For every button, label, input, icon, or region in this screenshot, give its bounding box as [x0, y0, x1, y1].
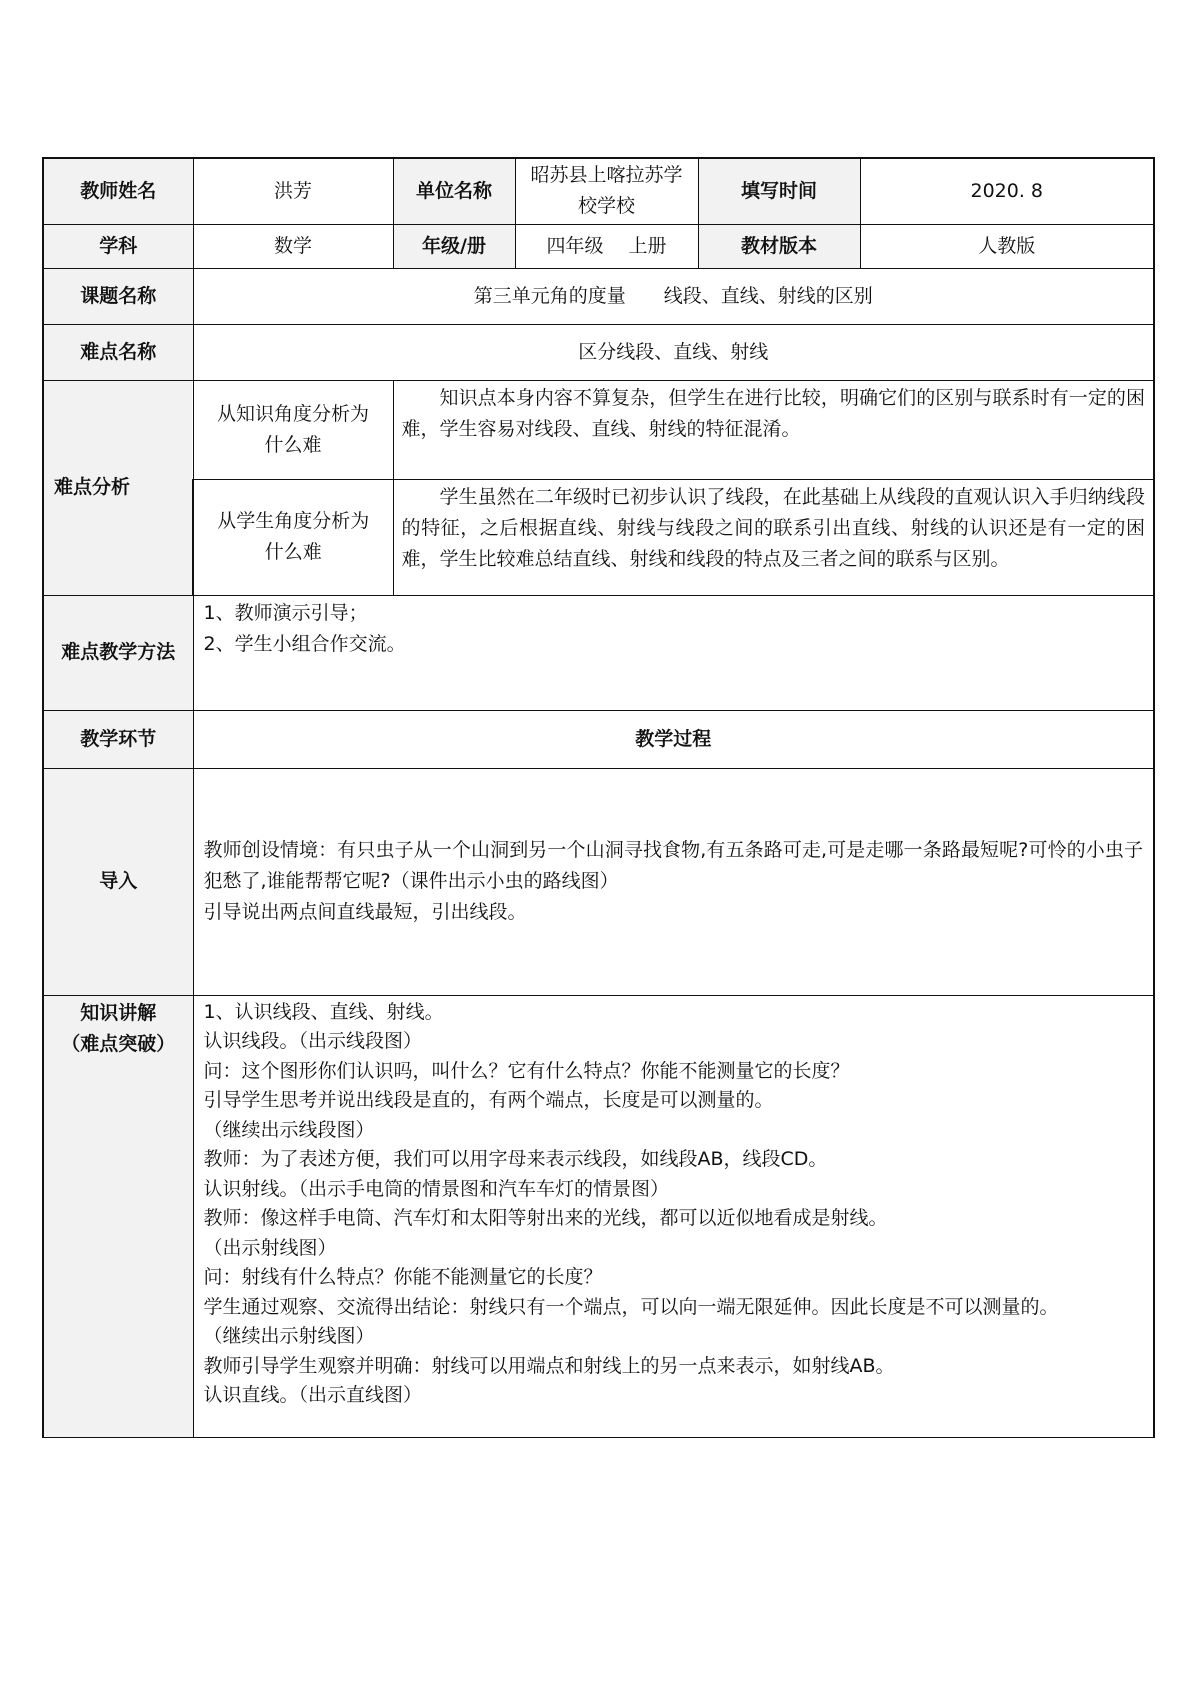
knowledge-line: 问：射线有什么特点？你能不能测量它的长度？ — [203, 1266, 603, 1288]
knowledge-line: 认识直线。（出示直线图） — [203, 1384, 423, 1406]
intro-row — [43, 768, 1154, 995]
knowledge-line: （出示射线图） — [203, 1236, 337, 1259]
method-text — [193, 595, 1154, 710]
topic-row — [43, 268, 1154, 324]
subject-label: 学科 — [43, 224, 193, 268]
lesson-plan-table — [42, 157, 1155, 1438]
knowledge-text — [193, 995, 1154, 1437]
header-row-1 — [43, 158, 1154, 224]
student-angle-label: 从学生角度分析为什么难 — [193, 479, 393, 595]
subject-value: 数学 — [193, 224, 393, 268]
knowledge-line: 教师：像这样手电筒、汽车灯和太阳等射出来的光线，都可以近似地看成是射线。 — [203, 1207, 888, 1229]
edition-label: 教材版本 — [698, 224, 860, 268]
knowledge-line: 教师：为了表述方便，我们可以用字母来表示线段，如线段AB，线段CD。 — [203, 1148, 828, 1170]
topic-label: 课题名称 — [43, 268, 193, 324]
analysis-label: 难点分析 — [43, 380, 193, 595]
method-row — [43, 595, 1154, 710]
knowledge-line: 认识射线。（出示手电筒的情景图和汽车车灯的情景图） — [203, 1177, 670, 1200]
difficulty-label: 难点名称 — [43, 324, 193, 380]
unit-name-label: 单位名称 — [393, 158, 515, 224]
difficulty-value: 区分线段、直线、射线 — [193, 324, 1154, 380]
knowledge-label — [43, 995, 193, 1437]
knowledge-angle-text: 知识点本身内容不算复杂，但学生在进行比较，明确它们的区别与联系时有一定的困难，学生容易对线段、直线、射线的特征混淆。 — [393, 380, 1154, 479]
teacher-name-value: 洪芳 — [193, 158, 393, 224]
knowledge-row — [43, 995, 1154, 1437]
grade-value: 四年级 上册 — [515, 224, 698, 268]
knowledge-angle-label: 从知识角度分析为什么难 — [193, 380, 393, 479]
knowledge-label-line-1: 知识讲解 — [80, 1001, 157, 1024]
analysis-row-student — [43, 479, 1154, 595]
teacher-name-label: 教师姓名 — [43, 158, 193, 224]
topic-value: 第三单元角的度量 线段、直线、射线的区别 — [193, 268, 1154, 324]
difficulty-row — [43, 324, 1154, 380]
grade-label: 年级/册 — [393, 224, 515, 268]
stage-header: 教学环节 — [43, 710, 193, 768]
knowledge-line: （继续出示射线图） — [203, 1325, 375, 1347]
method-line-1: 1、教师演示引导； — [203, 601, 368, 624]
edition-value: 人教版 — [860, 224, 1154, 268]
intro-text — [193, 768, 1154, 995]
header-row-2 — [43, 224, 1154, 268]
knowledge-label-line-2: （难点突破） — [61, 1032, 176, 1055]
fill-time-value: 2020. 8 — [860, 158, 1154, 224]
unit-name-value: 昭苏县上喀拉苏学校学校 — [515, 158, 698, 224]
fill-time-label: 填写时间 — [698, 158, 860, 224]
knowledge-line: （继续出示线段图） — [203, 1118, 375, 1141]
knowledge-line: 引导学生思考并说出线段是直的，有两个端点，长度是可以测量的。 — [203, 1089, 774, 1111]
student-angle-text: 学生虽然在二年级时已初步认识了线段，在此基础上从线段的直观认识入手归纳线段的特征，之后根据直线、射线与线段之间的联系引出直线、射线的认识还是有一定的困难，学生比较难总结直线、射线和线段的特点及三者之间的联系与区别。 — [393, 479, 1154, 595]
knowledge-line: 问：这个图形你们认识吗，叫什么？它有什么特点？你能不能测量它的长度？ — [203, 1059, 850, 1082]
process-header: 教学过程 — [193, 710, 1154, 768]
method-line-2: 2、学生小组合作交流。 — [203, 632, 406, 655]
analysis-row-knowledge — [43, 380, 1154, 479]
knowledge-line: 学生通过观察、交流得出结论：射线只有一个端点，可以向一端无限延伸。因此长度是不可以测量的。 — [203, 1295, 1059, 1318]
knowledge-line: 教师引导学生观察并明确：射线可以用端点和射线上的另一点来表示，如射线AB。 — [203, 1354, 895, 1377]
knowledge-line: 认识线段。（出示线段图） — [203, 1030, 423, 1052]
intro-label: 导入 — [43, 768, 193, 995]
process-header-row — [43, 710, 1154, 768]
method-label: 难点教学方法 — [43, 595, 193, 710]
intro-paragraph-2: 引导说出两点间直线最短，引出线段。 — [203, 901, 527, 923]
knowledge-line: 1、认识线段、直线、射线。 — [203, 1000, 444, 1023]
intro-paragraph-1: 教师创设情境：有只虫子从一个山洞到另一个山洞寻找食物,有五条路可走,可是走哪一条路最短呢?可怜的小虫子犯愁了,谁能帮帮它呢?（课件出示小虫的路线图） — [203, 839, 1143, 892]
